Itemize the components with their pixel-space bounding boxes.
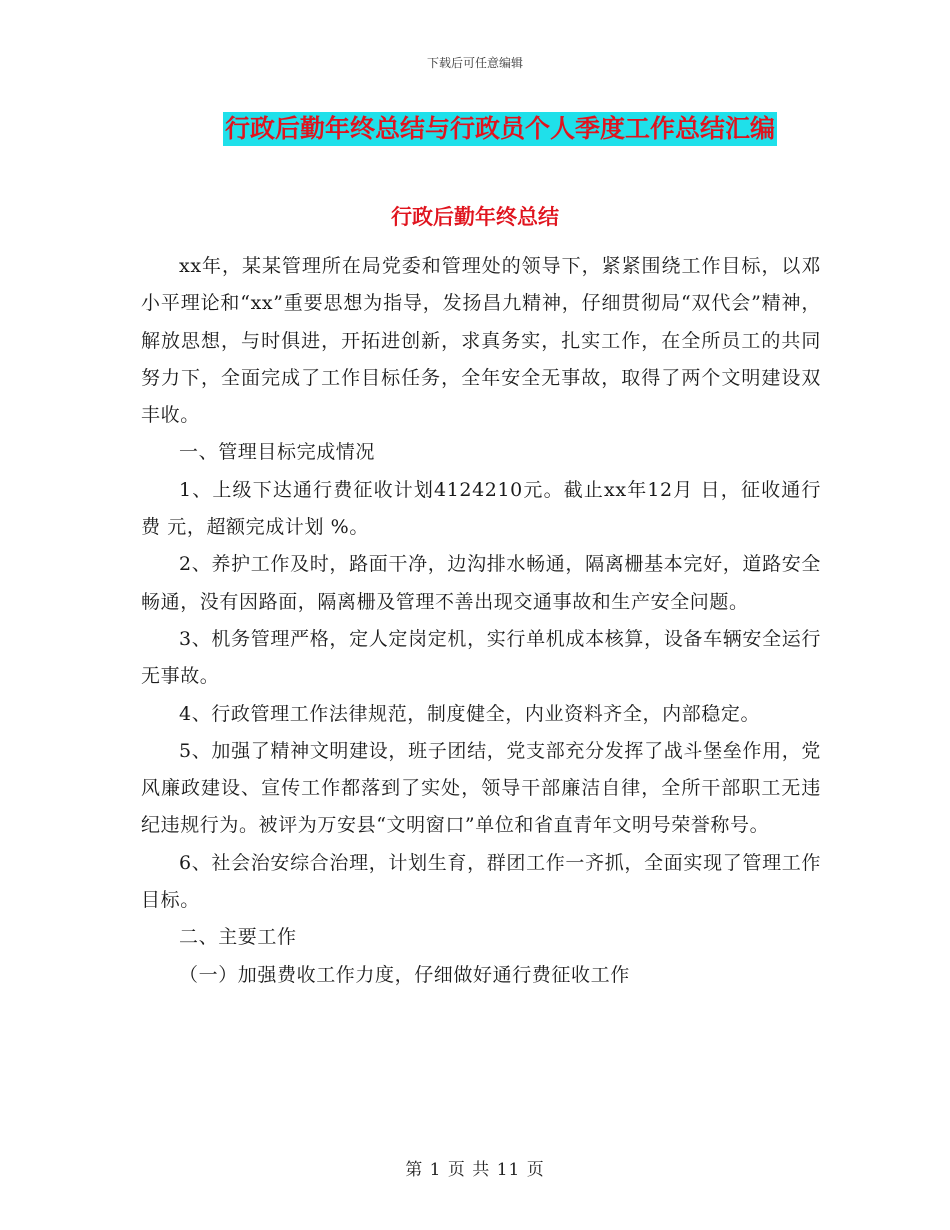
document-body xyxy=(141,248,821,994)
main-title-wrap xyxy=(0,112,950,146)
main-title: 行政后勤年终总结与行政员个人季度工作总结汇编 xyxy=(223,112,777,146)
paragraph: 2、养护工作及时，路面干净，边沟排水畅通，隔离栅基本完好，道路安全畅通，没有因路面，隔离栅及管理不善出现交通事故和生产安全问题。 xyxy=(141,553,821,613)
paragraph: 3、机务管理严格，定人定岗定机，实行单机成本核算，设备车辆安全运行无事故。 xyxy=(141,627,821,688)
paragraph: 5、加强了精神文明建设，班子团结，党支部充分发挥了战斗堡垒作用，党风廉政建设、宣传工作都落到了实处，领导干部廉洁自律，全所干部职工无违纪违规行为。被评为万安县“文明窗口”单位和省直青年文明号荣誉称号。 xyxy=(141,739,821,837)
paragraph: xx年，某某管理所在局党委和管理处的领导下，紧紧围绕工作目标，以邓小平理论和“xx”重要思想为指导，发扬昌九精神，仔细贯彻局“双代会”精神，解放思想，与时俱进，开拓进创新，求真务实，扎实工作，在全所员工的共同努力下，全面完成了工作目标任务，全年安全无事故，取得了两个文明建设双丰收。 xyxy=(141,255,821,427)
section-title: 行政后勤年终总结 xyxy=(391,205,559,229)
header-note: 下载后可任意编辑 xyxy=(426,56,523,70)
paragraph: 6、社会治安综合治理，计划生育，群团工作一齐抓，全面实现了管理工作目标。 xyxy=(141,851,821,912)
section-heading: 二、主要工作 xyxy=(179,926,297,949)
paragraph: 4、行政管理工作法律规范，制度健全，内业资料齐全，内部稳定。 xyxy=(179,702,761,725)
subsection-heading: （一）加强费收工作力度，仔细做好通行费征收工作 xyxy=(179,963,630,986)
paragraph: 1、上级下达通行费征收计划4124210元。截止xx年12月 日，征收通行费 元，超额完成计划 %。 xyxy=(141,478,821,539)
page-footer: 第 1 页 共 11 页 xyxy=(405,1160,545,1180)
section-heading: 一、管理目标完成情况 xyxy=(179,441,376,464)
